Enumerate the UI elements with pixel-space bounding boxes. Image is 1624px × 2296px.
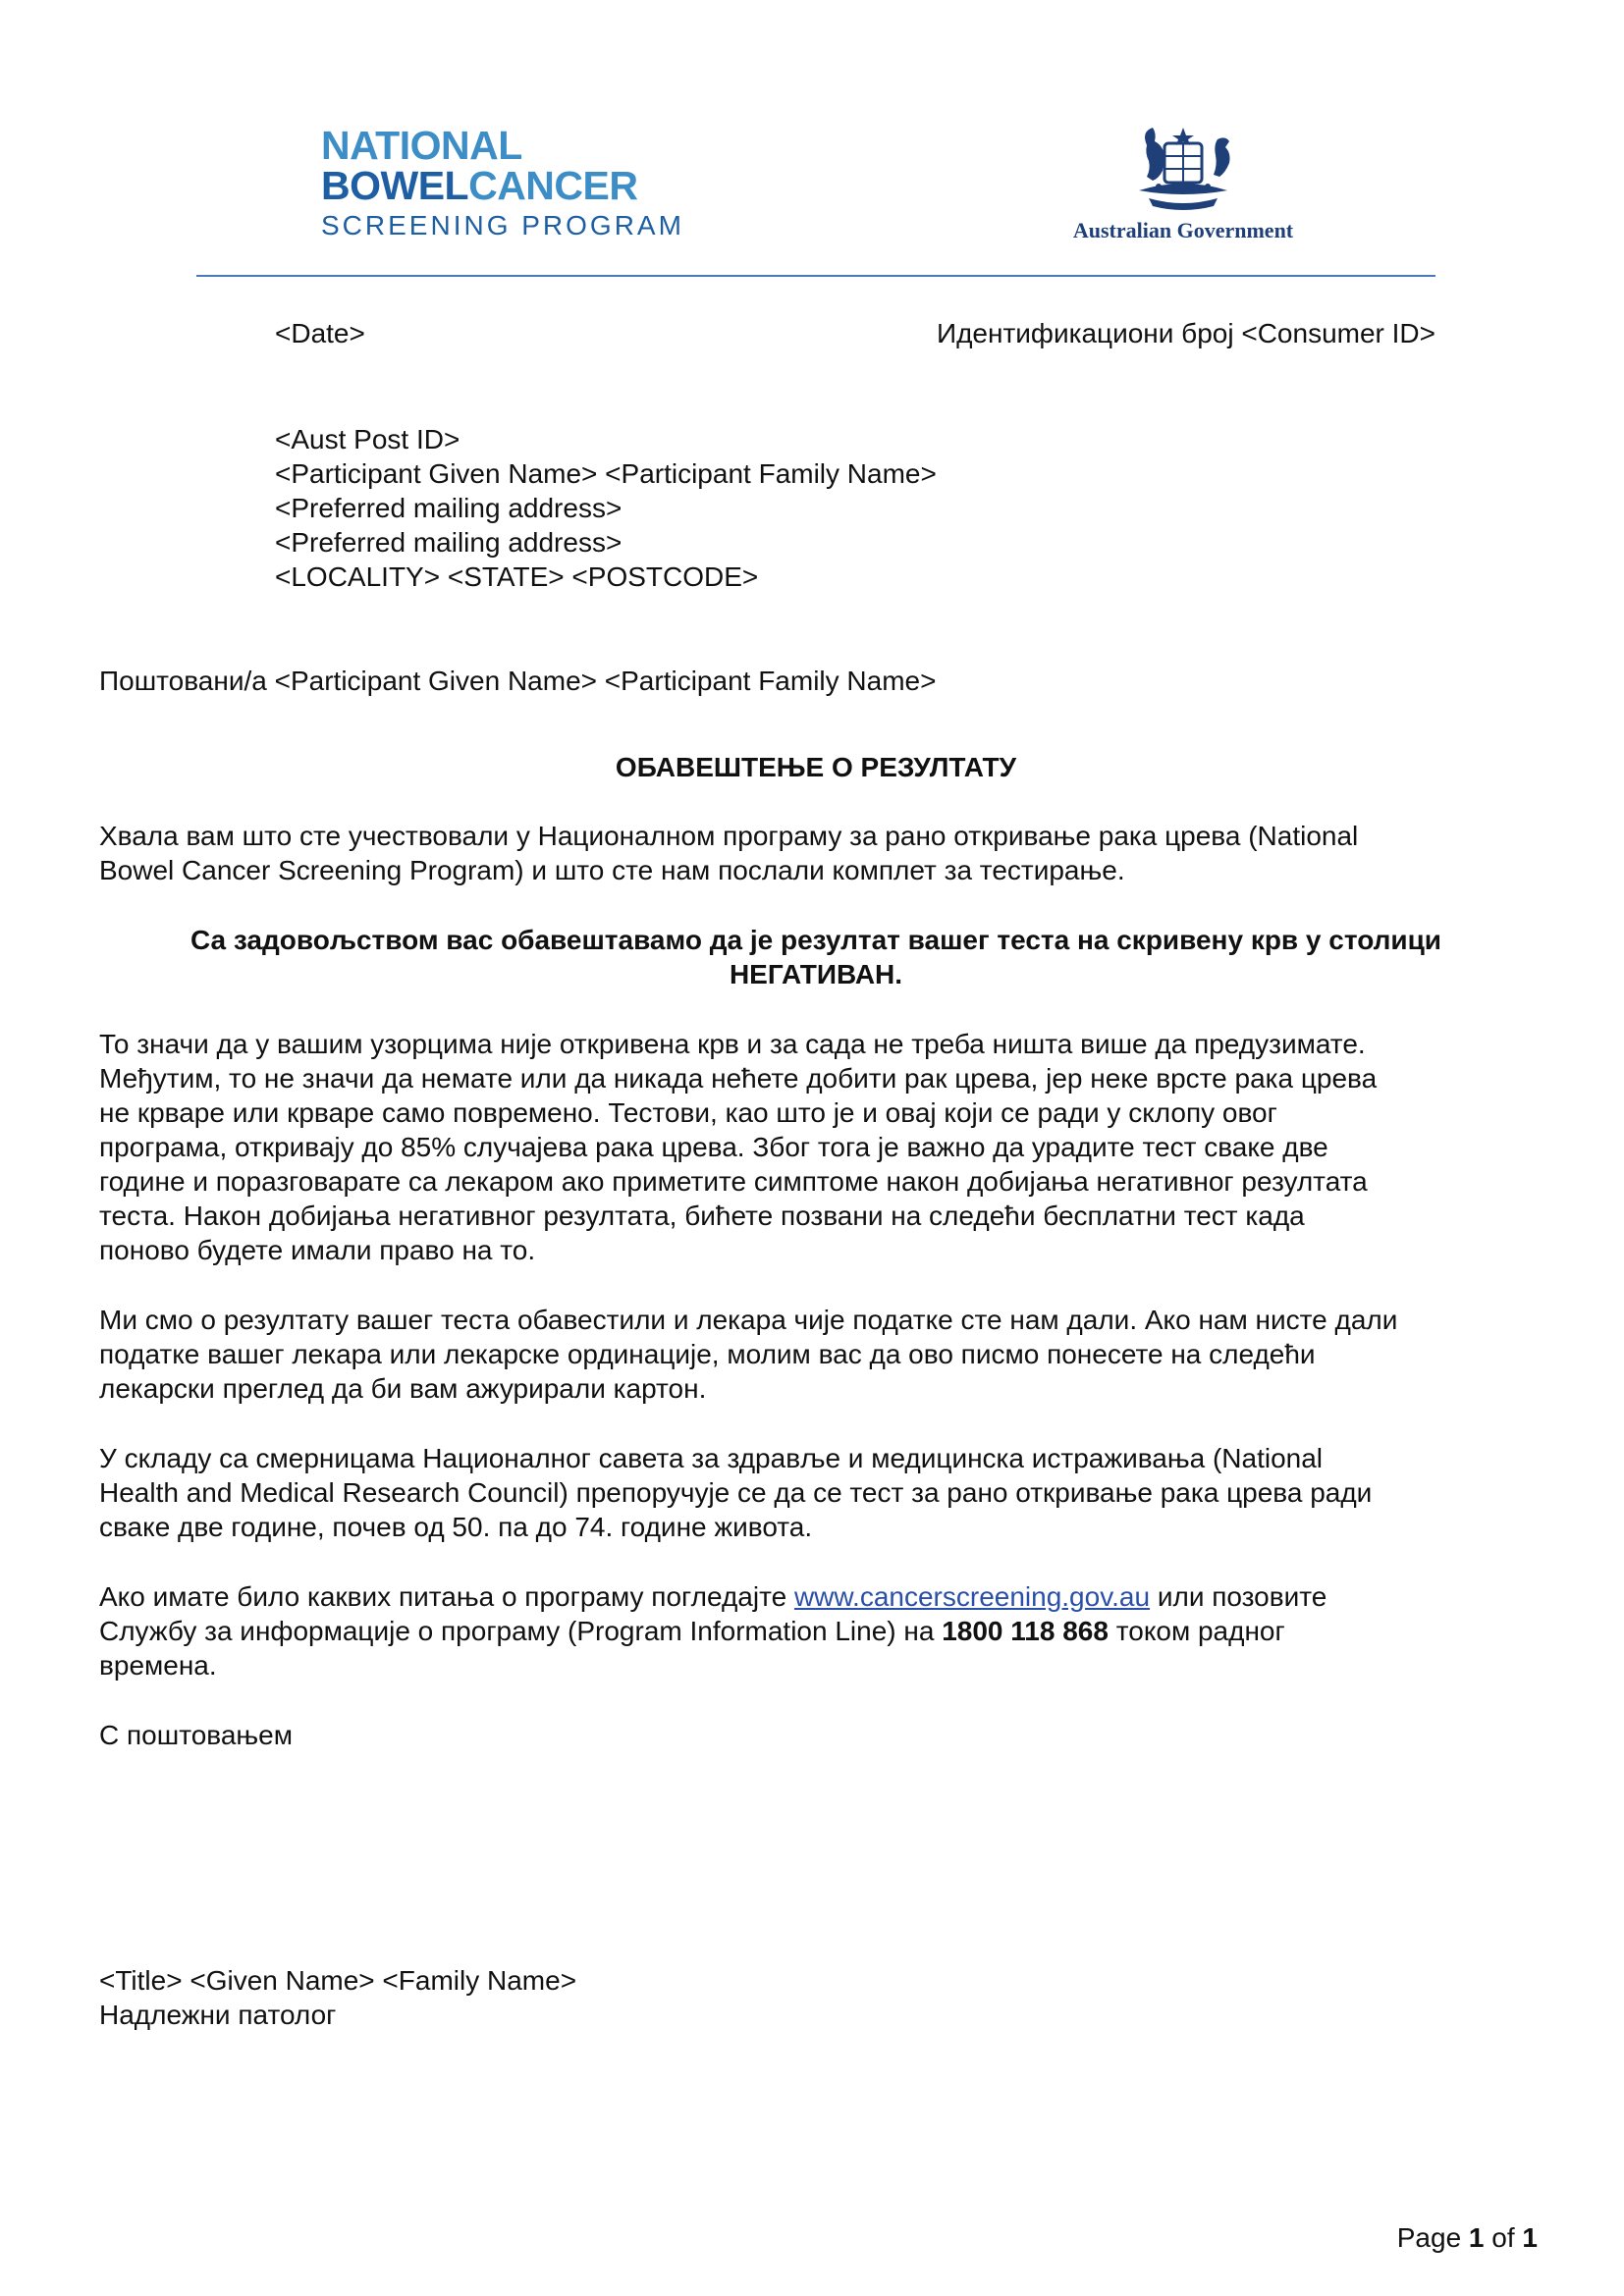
logo-line-national: NATIONAL (321, 123, 522, 168)
para4-line3: сваке две године, почев од 50. па до 74. године живота. (99, 1512, 813, 1542)
page-total: 1 (1522, 2222, 1538, 2253)
letter-date: <Date> (275, 318, 365, 348)
signatory-name: <Title> <Given Name> <Family Name> (99, 1965, 577, 1996)
result-line1: Са задовољством вас обавештавамо да је резултат вашег теста на скривену крв у столици (189, 925, 1442, 955)
para5-line2-end: током радног (1108, 1616, 1285, 1646)
phone-number: 1800 118 868 (942, 1616, 1109, 1646)
signatory-role: Надлежни патолог (99, 2000, 337, 2030)
logo-line-screening-program: SCREENING PROGRAM (321, 210, 684, 240)
website-link[interactable]: www.cancerscreening.gov.au (793, 1581, 1151, 1612)
page-number (1397, 2220, 1538, 2255)
page-word: Page (1396, 2222, 1469, 2253)
para2-line4: програма, откривају до 85% случајева рака црева. Због тога је важно да урадите тест сваке две (99, 1132, 1328, 1162)
of-word: of (1484, 2222, 1523, 2253)
para1-line1: Хвала вам што сте учествовали у Националном програму за рано откривање рака црева (National (99, 821, 1359, 851)
government-name: Australian Government (1072, 218, 1294, 242)
coat-of-arms-icon (1119, 126, 1247, 216)
para5-line3: времена. (99, 1650, 217, 1681)
para4-line2: Health and Medical Research Council) препоручује се да се тест за рано откривање рака црева ради (99, 1477, 1373, 1508)
para2-line6: теста. Након добијања негативног резултата, бићете позвани на следећи бесплатни тест када (99, 1201, 1305, 1231)
logo-word-bowel: BOWEL (321, 163, 469, 208)
para2-line5: године и поразговарате са лекаром ако приметите симптоме након добијања негативног резултата (99, 1166, 1368, 1197)
result-line2: НЕГАТИВАН. (729, 959, 903, 989)
para5-line1-text: Ако имате било каквих питања о програму погледајте (99, 1581, 794, 1612)
consumer-id: Идентификациони број <Consumer ID> (936, 318, 1435, 348)
para4-line1: У складу са смерницама Националног савета за здравље и медицинска истраживања (National (99, 1443, 1324, 1473)
para2-line7: поново будете имали право на то. (99, 1235, 536, 1265)
closing: С поштовањем (99, 1720, 293, 1750)
para1-line2: Bowel Cancer Screening Program) и што сте нам послали комплет за тестирање. (99, 855, 1125, 885)
program-logo (321, 123, 684, 240)
mailing-address-1: <Preferred mailing address> (275, 493, 623, 523)
para2-line3: не крваре или крваре само повремено. Тестови, као што је и овај који се ради у склопу овог (99, 1097, 1277, 1128)
para2-line2: Међутим, то не значи да немате или да никада нећете добити рак црева, јер неке врсте рака црева (99, 1063, 1378, 1094)
para3-line1: Ми смо о резултату вашег теста обавестили и лекара чије податке сте нам дали. Ако нам нисте дали (99, 1305, 1398, 1335)
page-current: 1 (1468, 2222, 1485, 2253)
header-divider (196, 275, 1435, 277)
para5-line1-end: или позовите (1150, 1581, 1327, 1612)
para3-line3: лекарски преглед да би вам ажурирали картон. (99, 1373, 707, 1404)
para5-line1 (99, 1579, 1326, 1614)
aust-post-id: <Aust Post ID> (275, 424, 460, 454)
salutation: Поштовани/а <Participant Given Name> <Participant Family Name> (99, 666, 937, 696)
para3-line2: податке вашег лекара или лекарске ординације, молим вас да ово писмо понесете на следећи (99, 1339, 1316, 1369)
logo-word-cancer: CANCER (468, 163, 638, 208)
recipient-name: <Participant Given Name> <Participant Family Name> (275, 458, 937, 489)
para5-line2 (99, 1614, 1285, 1648)
mailing-address-2: <Preferred mailing address> (275, 527, 623, 558)
para5-line2-text: Службу за информације о програму (Program Information Line) на (99, 1616, 943, 1646)
locality-state-postcode: <LOCALITY> <STATE> <POSTCODE> (275, 561, 759, 592)
letter-title: ОБАВЕШТЕЊЕ О РЕЗУЛТАТУ (615, 752, 1017, 782)
para2-line1: То значи да у вашим узорцима није откривена крв и за сада не треба ништа више да предузимате. (99, 1029, 1366, 1059)
logo-line-bowel-cancer (321, 163, 684, 208)
